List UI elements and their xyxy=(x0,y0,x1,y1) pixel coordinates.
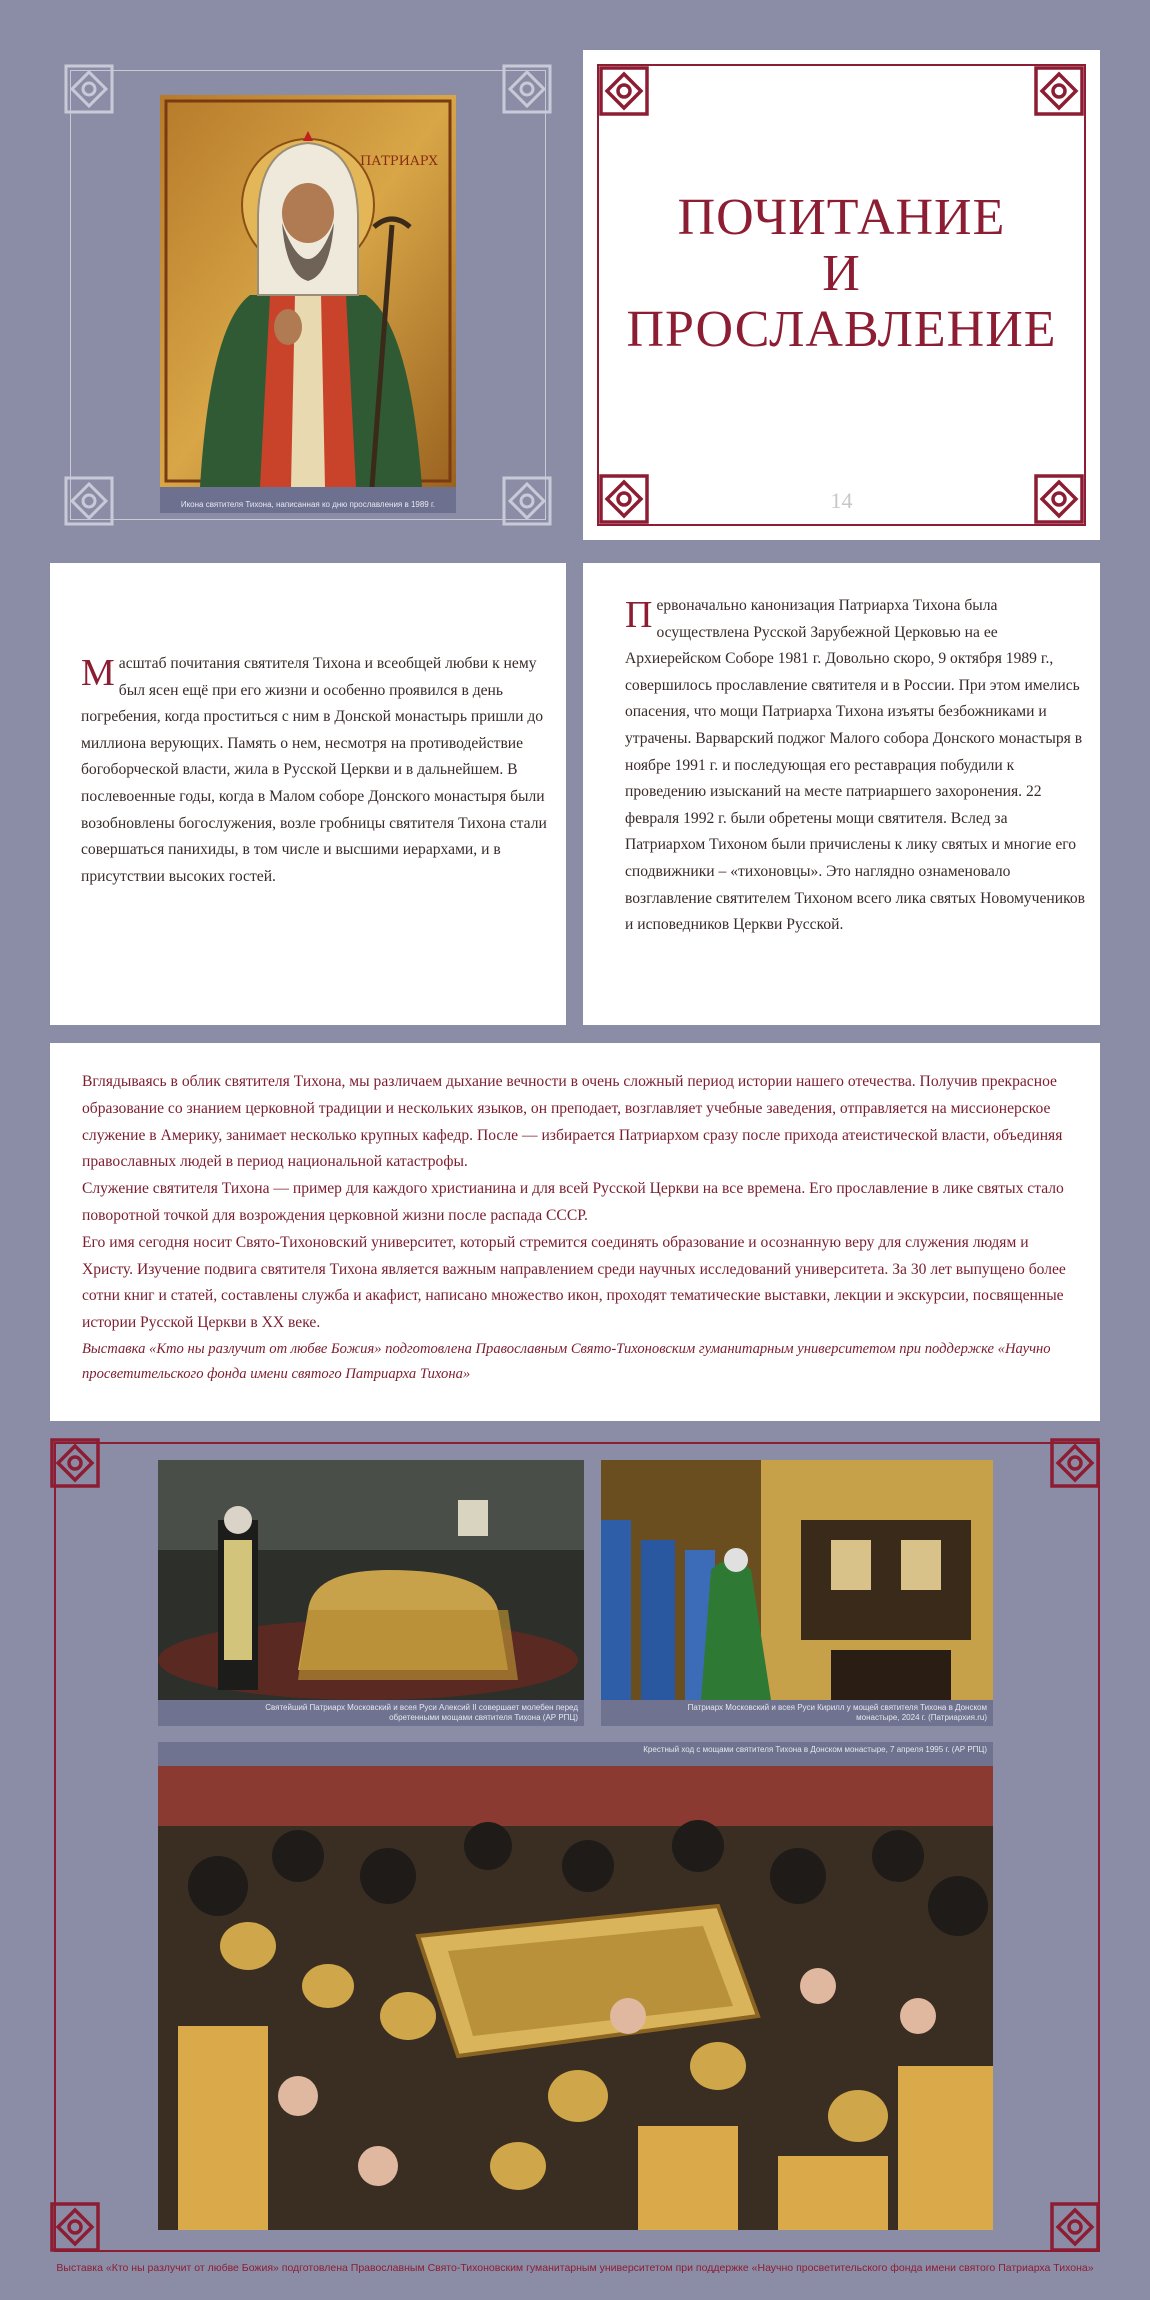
summary-paragraph: Его имя сегодня носит Свято-Тихоновский университет, который стремится соединять образование и осознанную веру для служения людям и Христу. Изучение подвига святителя Тихона является важным направлением среди научных исследований университета. За 30 лет выпущено более сотни книг и статей, составлены служба и акафист, написано множество икон, проходят тематические выставки, лекции и экскурсии, посвященные истории Русской Церкви в XX веке. xyxy=(82,1233,1066,1332)
photo-caption: Крестный ход с мощами святителя Тихона в Донском монастыре, 7 апреля 1995 г. (АР РПЦ) xyxy=(643,1745,987,1754)
knot-ornament-icon xyxy=(1046,1434,1104,1492)
drop-cap: П xyxy=(625,594,653,636)
photo-image xyxy=(158,1460,584,1700)
knot-ornament-icon xyxy=(498,60,556,118)
footer-credit: Выставка «Кто ны разлучит от любве Божия» подготовлена Православным Свято-Тихоновским гуманитарным университетом при поддержке «Научно просветительского фонда имени святого Патриарха Тихона» xyxy=(56,2262,1094,2274)
icon-image-card xyxy=(160,95,456,513)
photo-patriarch-alexy xyxy=(158,1460,584,1726)
page-title xyxy=(583,190,1100,358)
page-number: 14 xyxy=(830,488,853,513)
paragraph-text: асштаб почитания святителя Тихона и всеобщей любви к нему был ясен ещё при его жизни и особенно проявился в день погребения, когда проститься с ним в Донской монастырь пришли до миллиона верующих. Память о нем, несмотря на противодействие богоборческой власти, жила в Русской Церкви и в дальнейшем. В послевоенные годы, когда в Малом соборе Донского монастыря были возобновлены богослужения, возле гробницы святителя Тихона стали совершаться панихиды, в том числе и высшими иерархами, и в присутствии высоких гостей. xyxy=(81,655,547,885)
photo-caption: Святейший Патриарх Московский и всея Руси Алексий II совершает молебен перед обретенными мощами святителя Тихона (АР РПЦ) xyxy=(265,1703,578,1722)
exhibition-credit: Выставка «Кто ны разлучит от любве Божия» подготовлена Православным Свято-Тихоновским гуманитарным университетом при поддержке «Научно просветительского фонда имени святого Патриарха Тихона» xyxy=(82,1340,1051,1382)
summary-paragraph: Вглядываясь в облик святителя Тихона, мы различаем дыхание вечности в очень сложный период истории нашего отечества. Получив прекрасное образование со знанием церковной традиции и нескольких языков, он преподает, возглавляет учебные заведения, отправляется на миссионерское служение в Америку, занимает несколько крупных кафедр. После — избирается Патриархом сразу после прихода атеистической власти, объединяя православных людей в период национальной катастрофы. xyxy=(82,1073,1063,1171)
photo-patriarch-kirill xyxy=(601,1460,993,1726)
knot-ornament-icon xyxy=(60,60,118,118)
knot-ornament-icon xyxy=(1046,2198,1104,2256)
photo-procession xyxy=(158,1742,993,2230)
body-paragraph xyxy=(625,593,1085,939)
knot-ornament-icon xyxy=(46,1434,104,1492)
title-line: И xyxy=(822,245,861,302)
knot-ornament-icon xyxy=(46,2198,104,2256)
knot-ornament-icon xyxy=(60,472,118,530)
knot-ornament-icon xyxy=(498,472,556,530)
icon-panel xyxy=(50,50,566,540)
summary-paragraph: Служение святителя Тихона — пример для каждого христианина и для всей Русской Церкви на все времена. Его прославление в лике святых стало поворотной точкой для возрождения церковной жизни после распада СССР. xyxy=(82,1180,1064,1224)
knot-ornament-icon xyxy=(1030,62,1088,120)
text-panel-canonization xyxy=(583,563,1100,1025)
body-paragraph xyxy=(81,651,551,890)
knot-ornament-icon xyxy=(595,62,653,120)
photo-image xyxy=(158,1766,993,2230)
icon-caption: Икона святителя Тихона, написанная ко дню прославления в 1989 г. xyxy=(180,500,436,509)
photo-caption: Патриарх Московский и всея Руси Кирилл у мощей святителя Тихона в Донском монастыре, 2024 г. (Патриархия.ru) xyxy=(687,1703,987,1722)
title-panel xyxy=(583,50,1100,540)
text-panel-veneration xyxy=(50,563,566,1025)
photo-image xyxy=(601,1460,993,1700)
title-line: ПРОСЛАВЛЕНИЕ xyxy=(626,301,1057,358)
text-panel-summary xyxy=(50,1043,1100,1421)
drop-cap: М xyxy=(81,652,115,694)
paragraph-text: ервоначально канонизация Патриарха Тихона была осуществлена Русской Зарубежной Церковью на ее Архиерейском Соборе 1981 г. Довольно скоро, 9 октября 1989 г., совершилось прославление святителя и в России. При этом имелись опасения, что мощи Патриарха Тихона изъяты безбожниками и утрачены. Варварский поджог Малого собора Донского монастыря в ноябре 1991 г. и последующая его реставрация побудили к проведению изысканий на месте патриаршего захоронения. 22 февраля 1992 г. были обретены мощи святителя. Вслед за Патриархом Тихоном были причислены к лику святых и многие его сподвижники – «тихоновцы». Это наглядно ознаменовало возглавление святителем Тихоном всего лика святых Новомучеников и исповедников Церкви Русской. xyxy=(625,597,1086,934)
svg-text:ПАТРИАРХ: ПАТРИАРХ xyxy=(360,154,438,169)
summary-text xyxy=(82,1069,1082,1387)
saint-icon-image xyxy=(160,95,456,487)
title-line: ПОЧИТАНИЕ xyxy=(677,189,1006,246)
